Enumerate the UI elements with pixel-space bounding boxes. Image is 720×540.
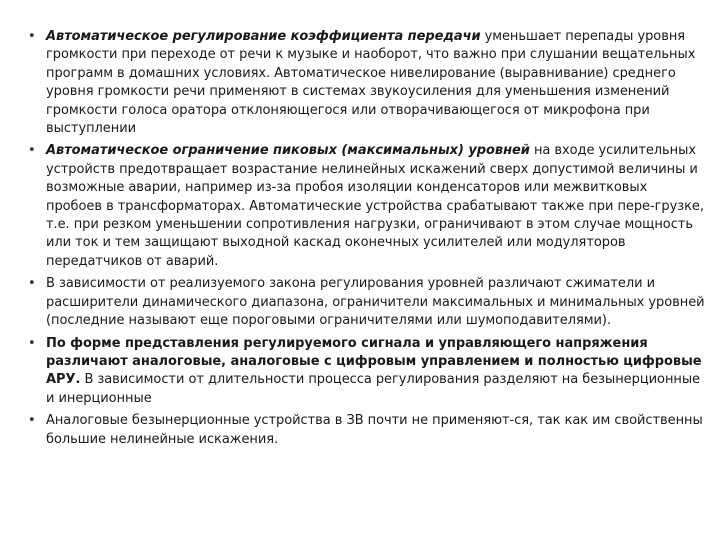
bullet-item-agc [28, 28, 706, 138]
bullet-lead-agc: Автоматическое регулирование коэффициента передачи [46, 29, 481, 44]
bullet-icon: • [28, 276, 36, 292]
bullet-icon: • [28, 29, 36, 44]
bullet-lead-signal-form: По форме представления регулируемого сигнала и управляющего напряжения различают аналоговые, аналоговые с цифровым управлением и полностью цифровые АРУ. [46, 335, 702, 388]
bullet-icon: • [28, 335, 36, 351]
bullet-item-inertialess [28, 412, 706, 449]
bullet-text-regulation-law: В зависимости от реализуемого закона регулирования уровней различают сжиматели и расширители динамического диапазона, ограничители максимальных и минимальных уровней (последние называют еще пороговыми ограничителями или шумоподавителями). [46, 276, 705, 329]
bullet-item-peak-limiting [28, 142, 706, 271]
bullet-text-signal-form: В зависимости от длительности процесса регулирования разделяют на безынерционные и инерционные [46, 372, 700, 406]
bullet-item-regulation-law [28, 275, 706, 330]
bullet-icon: • [28, 143, 36, 159]
bullet-text-inertialess: Аналоговые безынерционные устройства в ЗВ почти не применяют-ся, так как им свойственны большие нелинейные искажения. [46, 413, 703, 447]
bullet-text-agc: уменьшает перепады уровня громкости при переходе от речи к музыке и наоборот, что важно при слушании вещательных программ в домашних условиях. Автоматическое нивелирование (выравнивание) среднего уровня громкости речи применяют в системах звукоусиления для уменьшения изменений громкости голоса оратора отклоняющегося или отворачивающегося от микрофона при выступлении [46, 29, 696, 137]
bullet-icon: • [28, 413, 36, 429]
bullet-list [28, 28, 706, 453]
bullet-lead-peak-limiting: Автоматическое ограничение пиковых (максимальных) уровней [46, 143, 530, 159]
bullet-item-signal-form [28, 335, 706, 409]
bullet-text-peak-limiting: на входе усилительных устройств предотвращает возрастание нелинейных искажений сверх допустимой величины и возможные аварии, например из-за пробоя изоляции конденсаторов или межвитковых пробоев в трансформаторах. Автоматические устройства срабатывают также при пере-грузке, т.е. при резком уменьшении сопротивления нагрузки, ограничивают в этом случае мощность или ток и тем защищают выходной каскад оконечных усилителей или модуляторов передатчиков от аварий. [46, 143, 704, 269]
